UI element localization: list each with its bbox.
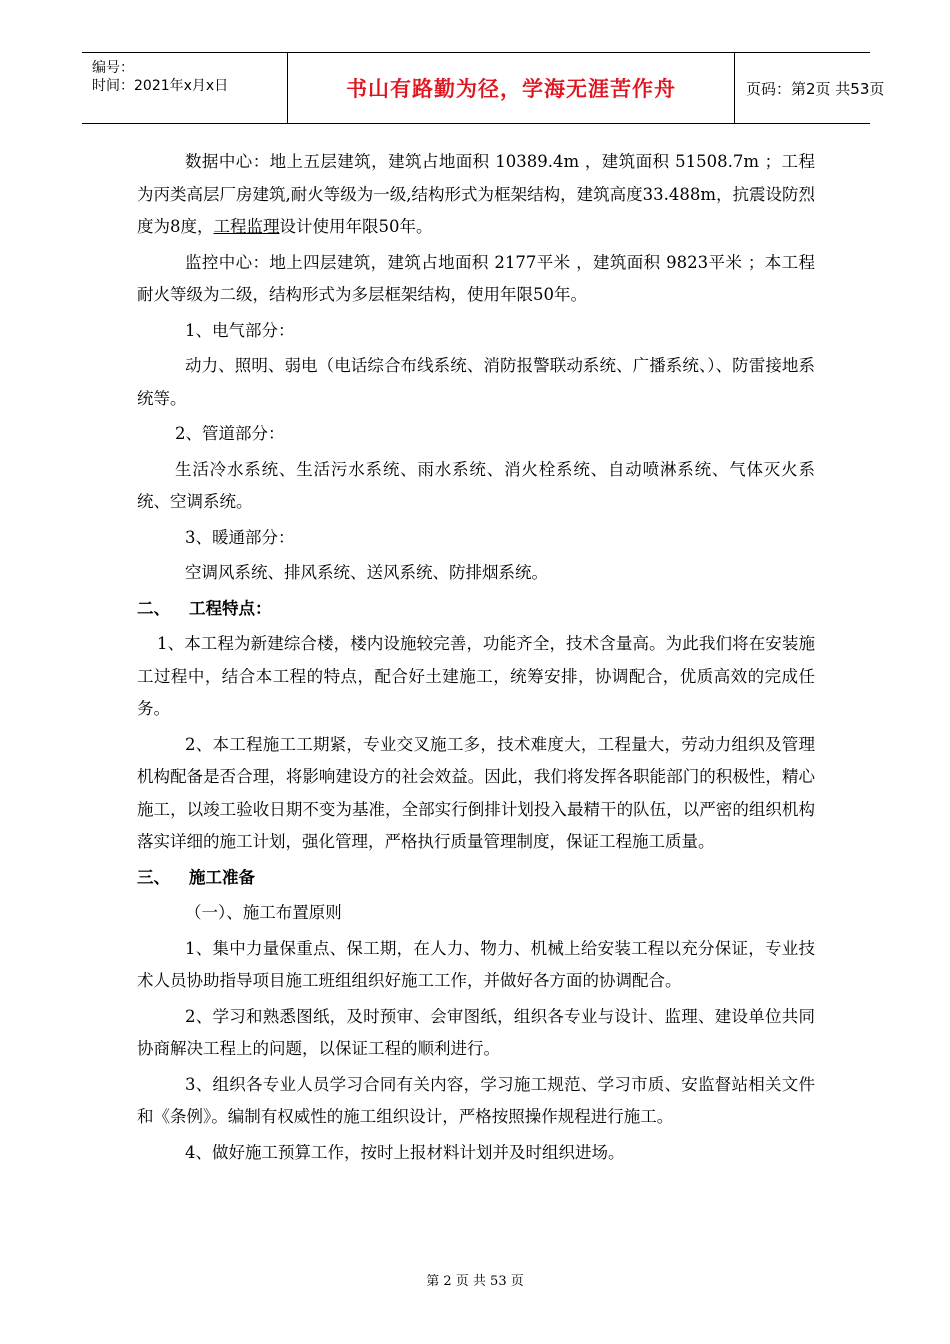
- paragraph-data-center: [137, 146, 815, 244]
- heading-text: 施工准备: [189, 867, 255, 887]
- page-footer: 第 2 页 共 53 页: [426, 1274, 524, 1289]
- document-body: [137, 146, 815, 1172]
- principle-3: 3、组织各专业人员学习合同有关内容，学习施工规范、学习市质、安监督站相关文件和《条例》。编制有权威性的施工组织设计，严格按照操作规程进行施工。: [137, 1074, 815, 1126]
- section-electrical-body: 动力、照明、弱电（电话综合布线系统、消防报警联动系统、广播系统、）、防雷接地系统等。: [137, 356, 815, 408]
- heading-project-features: [137, 593, 815, 626]
- paragraph-text: 设计使用年限50年。: [279, 217, 433, 236]
- principle-2: 2、学习和熟悉图纸，及时预审、会审图纸，组织各专业与设计、监理、建设单位共同协商解决工程上的问题，以保证工程的顺利进行。: [137, 1006, 815, 1058]
- subheading-layout-principles: （一）、施工布置原则: [185, 903, 342, 922]
- section-piping-title: 2、管道部分：: [175, 424, 285, 443]
- heading-text: 工程特点：: [189, 598, 272, 618]
- feature-2: 2、本工程施工工期紧，专业交叉施工多，技术难度大，工程量大，劳动力组织及管理机构配备是否合理，将影响建设方的社会效益。因此，我们将发挥各职能部门的积极性，精心施工，以竣工验收日期不变为基准，全部实行倒排计划投入最精干的队伍，以严密的组织机构落实详细的施工计划，强化管理，严格执行质量管理制度，保证工程施工质量。: [137, 734, 815, 851]
- heading-number: 二、: [137, 598, 170, 618]
- doc-number-label: 编号：: [92, 60, 134, 76]
- section-electrical-title: 1、电气部分：: [185, 320, 295, 340]
- heading-construction-prep: [137, 862, 815, 895]
- feature-1: 1、本工程为新建综合楼，楼内设施较完善，功能齐全，技术含量高。为此我们将在安装施工过程中，结合本工程的特点，配合好土建施工，统筹安排，协调配合，优质高效的完成任务。: [137, 634, 815, 718]
- doc-date: 时间：2021年x月x日: [92, 78, 229, 94]
- header-page-info: 页码：第2页 共53页: [746, 79, 885, 98]
- principle-1: 1、集中力量保重点、保工期，在人力、物力、机械上给安装工程以充分保证，专业技术人员协助指导项目施工班组组织好施工工作，并做好各方面的协调配合。: [137, 938, 815, 990]
- section-hvac-title: 3、暖通部分：: [185, 527, 295, 547]
- header-motto: 书山有路勤为径，学海无涯苦作舟: [287, 53, 735, 123]
- principle-4: 4、做好施工预算工作，按时上报材料计划并及时组织进场。: [185, 1142, 625, 1162]
- heading-number: 三、: [137, 867, 170, 887]
- header-meta: [92, 59, 228, 95]
- section-hvac-body: 空调风系统、排风系统、送风系统、防排烟系统。: [185, 563, 548, 582]
- section-piping-body: 生活冷水系统、生活污水系统、雨水系统、消火栓系统、自动喷淋系统、气体灭火系统、空调系统。: [137, 459, 815, 511]
- page-header: [82, 52, 885, 124]
- paragraph-text: 数据中心：地上五层建筑，建筑占地面积 10389.4m ，建筑面积 51508.7m ；工程为丙类高层厂房建筑,耐火等级为一级,结构形式为框架结构，建筑高度33.488m，抗震设防烈度为8度，: [137, 152, 815, 236]
- engineering-supervision-link[interactable]: 工程监理: [213, 217, 280, 236]
- paragraph-monitoring-center: 监控中心：地上四层建筑，建筑占地面积 2177平米 ，建筑面积 9823平米 ；本工程耐火等级为二级，结构形式为多层框架结构，使用年限50年。: [137, 252, 815, 304]
